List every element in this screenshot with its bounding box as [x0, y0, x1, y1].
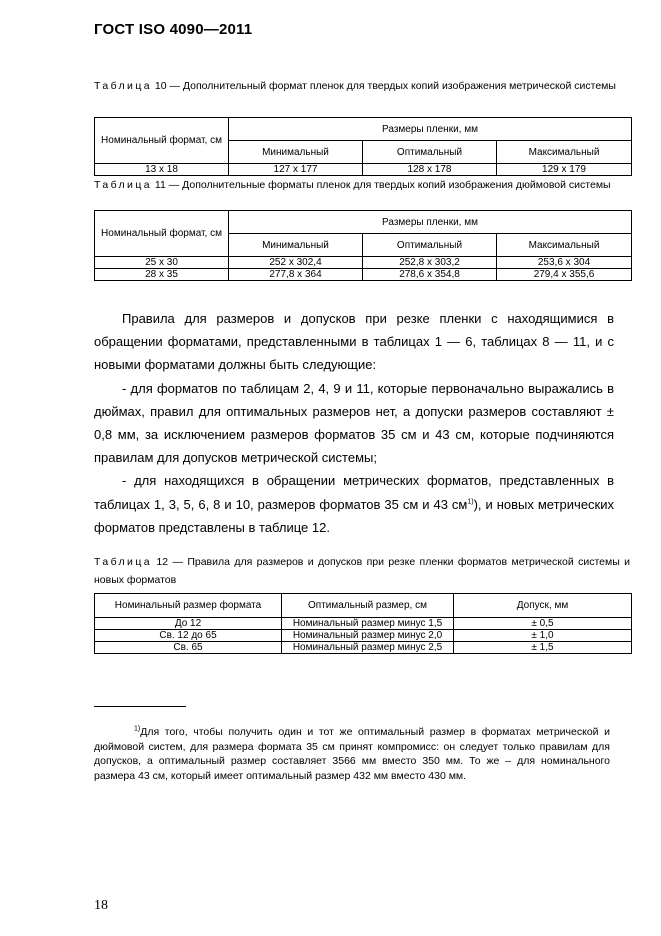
header-nominal-format: Номинальный формат, см	[95, 211, 229, 257]
cell-max: 279,4 x 355,6	[497, 269, 632, 281]
footnote	[94, 725, 610, 783]
cell-nominal: До 12	[95, 618, 282, 630]
cell-nominal: 28 x 35	[95, 269, 229, 281]
cell-opt: 252,8 x 303,2	[363, 257, 497, 269]
header-min: Минимальный	[229, 234, 363, 257]
table-12	[94, 593, 632, 654]
cell-min: 252 x 302,4	[229, 257, 363, 269]
paragraph-inch-formats: - для форматов по таблицам 2, 4, 9 и 11, которые первоначально выражались в дюймах, правил для оптимальных размеров нет, а допуски размеров составляют ± 0,8 мм, за исключением размеров форматов 35 см и 43 см, которые подчиняются правилам для допусков метрической системы;	[94, 380, 614, 466]
caption-label: Таблица	[94, 556, 152, 568]
cell-max: 129 x 179	[497, 164, 632, 176]
table-12-caption	[94, 553, 630, 589]
table-11	[94, 210, 632, 281]
cell-nominal: Св. 12 до 65	[95, 630, 282, 642]
table-10-caption	[94, 77, 630, 95]
caption-text: 12 — Правила для размеров и допусков при резке пленки форматов метрической системы и новых форматов	[94, 556, 630, 586]
cell-nominal: Св. 65	[95, 642, 282, 654]
caption-text: 10 — Дополнительный формат пленок для твердых копий изображения метрической системы	[154, 80, 616, 92]
header-opt: Оптимальный	[363, 141, 497, 164]
paragraph-rules: Правила для размеров и допусков при резке пленки с находящимися в обращении форматами, представленными в таблицах 1 — 6, таблицах 8 — 11, и с новыми форматами должны быть следующие:	[94, 311, 614, 373]
footnote-separator	[94, 706, 186, 707]
table-row	[95, 257, 632, 269]
cell-opt: Номинальный размер минус 1,5	[282, 618, 454, 630]
cell-tol: ± 1,5	[454, 642, 632, 654]
paragraph-metric-formats	[94, 469, 614, 539]
cell-nominal: 13 x 18	[95, 164, 229, 176]
table-row	[95, 164, 632, 176]
header-tolerance: Допуск, мм	[454, 594, 632, 618]
paragraph-text: - для находящихся в обращении метрических форматов, представленных в таблицах 1, 3, 5, 6, 8 и 10, размеров форматов 35 см и 43 см	[94, 473, 614, 512]
table-row	[95, 618, 632, 630]
header-film-sizes: Размеры пленки, мм	[229, 211, 632, 234]
cell-max: 253,6 x 304	[497, 257, 632, 269]
footnote-text: Для того, чтобы получить один и тот же оптимальный размер в форматах метрической и дюймовой систем, для размера формата 35 см принят компромисс: он следует только правилам для допусков, а оптимальный размер составляет 3566 мм вместо 350 мм. То же – для номинального размера 43 см, который имеет оптимальный размер 432 мм вместо 430 мм.	[94, 726, 610, 782]
cell-min: 277,8 x 364	[229, 269, 363, 281]
header-optimal-size: Оптимальный размер, см	[282, 594, 454, 618]
header-min: Минимальный	[229, 141, 363, 164]
cell-tol: ± 0,5	[454, 618, 632, 630]
header-max: Максимальный	[497, 141, 632, 164]
caption-text: 11 — Дополнительные форматы пленок для твердых копий изображения дюймовой системы	[154, 179, 611, 191]
header-film-sizes: Размеры пленки, мм	[229, 118, 632, 141]
document-header: ГОСТ ISO 4090—2011	[94, 21, 253, 38]
cell-opt: Номинальный размер минус 2,5	[282, 642, 454, 654]
paragraph-text-end: ), и новых метрических форматов представлены в таблице 12.	[94, 496, 614, 535]
header-nominal-format: Номинальный формат, см	[95, 118, 229, 164]
footnote-reference: 1)	[467, 498, 474, 506]
footnote-marker: 1)	[134, 725, 141, 733]
header-nominal-size: Номинальный размер формата	[95, 594, 282, 618]
cell-opt: 128 x 178	[363, 164, 497, 176]
body-text	[94, 307, 614, 539]
header-max: Максимальный	[497, 234, 632, 257]
header-opt: Оптимальный	[363, 234, 497, 257]
table-11-caption	[94, 177, 630, 194]
cell-tol: ± 1,0	[454, 630, 632, 642]
table-row	[95, 269, 632, 281]
page-number: 18	[94, 898, 108, 913]
cell-opt: Номинальный размер минус 2,0	[282, 630, 454, 642]
table-row	[95, 630, 632, 642]
table-10	[94, 117, 632, 176]
caption-label: Таблица	[94, 179, 152, 191]
cell-opt: 278,6 x 354,8	[363, 269, 497, 281]
cell-nominal: 25 x 30	[95, 257, 229, 269]
table-row	[95, 642, 632, 654]
cell-min: 127 x 177	[229, 164, 363, 176]
caption-label: Таблица	[94, 80, 152, 92]
